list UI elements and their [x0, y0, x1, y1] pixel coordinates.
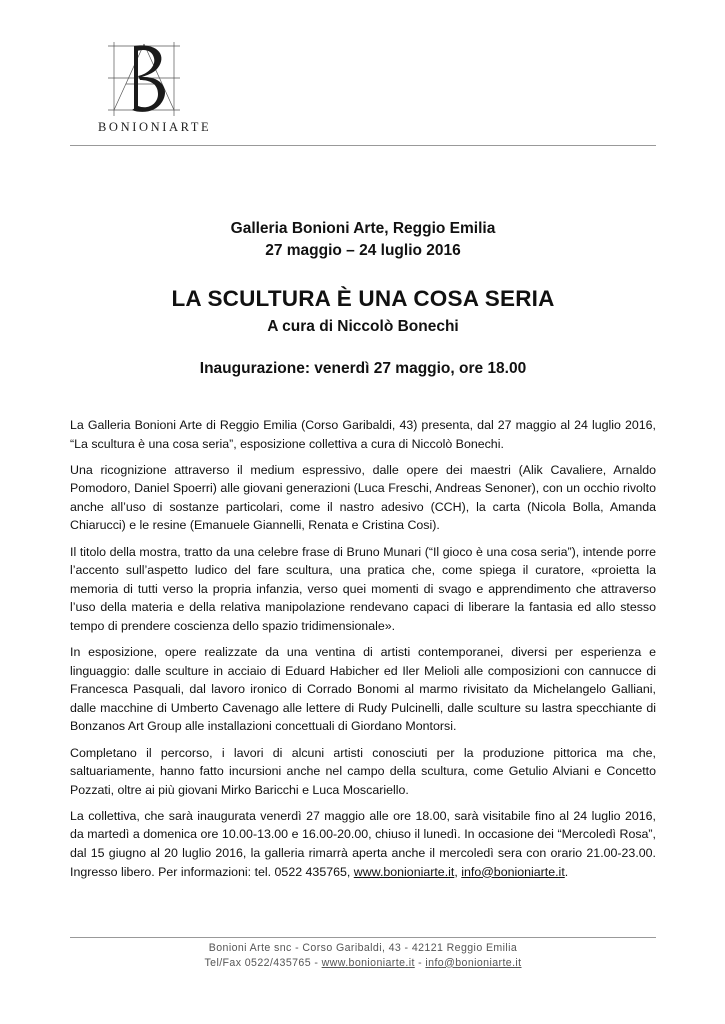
logo-mark-icon — [104, 40, 184, 118]
footer-email-link[interactable]: info@bonioniarte.it — [425, 956, 522, 969]
sentence-end: . — [564, 864, 569, 879]
exhibition-title: LA SCULTURA È UNA COSA SERIA — [171, 286, 555, 311]
curator-line: A cura di Niccolò Bonechi — [267, 318, 459, 335]
venue-name: Galleria Bonioni Arte, Reggio Emilia — [230, 220, 496, 237]
footer-divider — [70, 937, 656, 938]
footer-contacts — [70, 956, 656, 971]
footer-separator: - — [414, 956, 426, 969]
venue-heading — [70, 218, 656, 262]
exhibition-dates: 27 maggio – 24 luglio 2016 — [265, 242, 461, 259]
paragraph: In esposizione, opere realizzate da una ventina di artisti contemporanei, diversi per esperienza e linguaggio: dalle sculture in acciaio di Eduard Habicher ed Iler Melioli alle composizioni con cannucce di Francesca Pasquali, dal lavoro ironico di Corrado Bonomi al marmo rivisitato da Michelangelo Galliani, dalle macchine di Umberto Cavenago alle lettere di Rudy Pulcinelli, dalle sculture su lastra specchiante di Bonzanos Art Group alle installazioni concettuali di Giordano Montorsi. — [70, 645, 656, 734]
paragraph-info — [70, 807, 656, 881]
paragraph: Una ricognizione attraverso il medium espressivo, dalle opere dei maestri (Alik Cavaliere, Arnaldo Pomodoro, Daniel Spoerri) alle giovani generazioni (Luca Freschi, Andreas Senoner), con un occhio rivolto anche all’uso di sostanze particolari, come il nastro adesivo (CCH), la carta (Nicola Bolla, Amanda Chiarucci) e le resine (Emanuele Giannelli, Renata e Cristina Cosi). — [70, 462, 656, 533]
footer — [70, 941, 656, 970]
paragraph: Completano il percorso, i lavori di alcuni artisti conosciuti per la produzione pittorica ma che, saltuariamente, hanno fatto incursioni anche nel campo della scultura, come Getulio Alviani e Concetto Pozzati, oltre ai più giovani Mirko Baricchi e Luca Moscariello. — [70, 745, 656, 797]
info-text: La collettiva, che sarà inaugurata venerdì 27 maggio alle ore 18.00, sarà visitabile fino al 24 luglio 2016, da martedì a domenica ore 10.00-13.00 e 16.00-20.00, chiuso il lunedì. In occasione dei “Mercoledì Rosa”, dal 15 giugno al 20 luglio 2016, la galleria rimarrà aperta anche il mercoledì sera con orario 21.00-23.00. Ingresso libero. Per informazioni: tel. 0522 435765, — [70, 808, 656, 879]
footer-address: Bonioni Arte snc - Corso Garibaldi, 43 - 42121 Reggio Emilia — [208, 942, 518, 954]
link-separator: , — [454, 864, 458, 879]
paragraph: La Galleria Bonioni Arte di Reggio Emilia (Corso Garibaldi, 43) presenta, dal 27 maggio al 24 luglio 2016, “La scultura è una cosa seria”, esposizione collettiva a cura di Niccolò Bonechi. — [70, 418, 656, 451]
email-link[interactable]: info@bonioniarte.it — [461, 864, 565, 879]
logo — [98, 40, 212, 136]
header-divider — [70, 145, 656, 146]
press-release-body — [70, 416, 656, 889]
footer-website-link[interactable]: www.bonioniarte.it — [321, 956, 415, 969]
paragraph: Il titolo della mostra, tratto da una celebre frase di Bruno Munari (“Il gioco è una cosa seria”), intende porre l’accento sull’aspetto ludico del fare scultura, una pratica che, come spiega il curatore, «proietta la memoria di tutti verso la propria infanzia, verso quei momenti di svago e apprendimento che attraverso l’uso della materia e della relativa manipolazione rendevano capaci di liberare la fantasia ed allo stesso tempo di prendere coscienza dello spazio tridimensionale». — [70, 544, 656, 633]
website-link[interactable]: www.bonioniarte.it — [353, 864, 455, 879]
logo-text: BONIONIARTE — [98, 120, 212, 134]
opening-line: Inaugurazione: venerdì 27 maggio, ore 18.00 — [199, 360, 527, 377]
footer-phone: Tel/Fax 0522/435765 - — [204, 956, 322, 969]
